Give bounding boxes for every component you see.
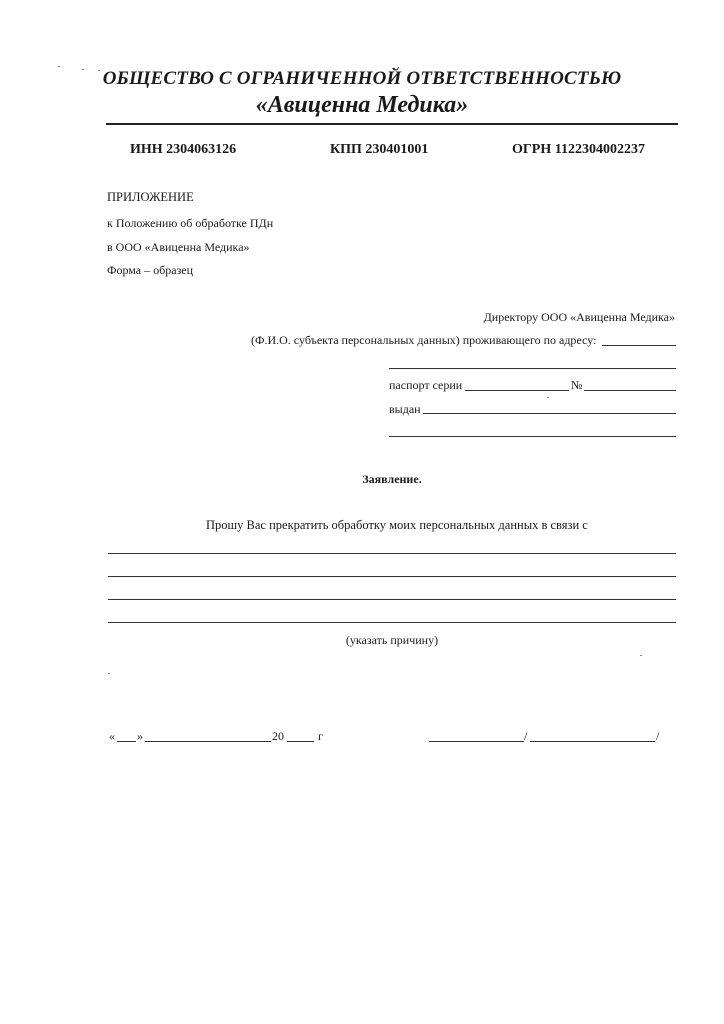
- date-month-field[interactable]: [145, 741, 271, 742]
- date-year-prefix: 20: [272, 729, 284, 743]
- issued-by-field-line-2[interactable]: [389, 436, 676, 437]
- signature-field[interactable]: [429, 741, 524, 742]
- scan-speck: [58, 66, 60, 67]
- ogrn-label: ОГРН 1122304002237: [512, 142, 645, 157]
- passport-series-field[interactable]: [465, 390, 569, 391]
- signature-name-field[interactable]: [530, 741, 655, 742]
- reason-line-1[interactable]: [108, 553, 676, 554]
- date-year-suffix: г: [318, 729, 323, 743]
- header-divider: [106, 123, 678, 125]
- subject-address-label: (Ф.И.О. субъекта персональных данных) проживающего по адресу:: [251, 333, 597, 347]
- reason-hint: (указать причину): [345, 633, 439, 647]
- scan-speck: [547, 397, 549, 398]
- appendix-line-3: Форма – образец: [107, 263, 194, 277]
- organization-form-heading: ОБЩЕСТВО С ОГРАНИЧЕННОЙ ОТВЕТСТВЕННОСТЬЮ: [102, 68, 622, 89]
- company-name-heading: «Авиценна Медика»: [255, 92, 469, 118]
- reason-line-2[interactable]: [108, 576, 676, 577]
- appendix-title: ПРИЛОЖЕНИЕ: [107, 190, 194, 204]
- signature-slash-1: /: [524, 729, 528, 743]
- passport-number-sign: №: [571, 378, 583, 392]
- date-year-field[interactable]: [287, 741, 314, 742]
- date-day-field[interactable]: [117, 741, 136, 742]
- signature-slash-2: /: [656, 729, 660, 743]
- passport-number-field[interactable]: [584, 390, 676, 391]
- reason-line-4[interactable]: [108, 622, 676, 623]
- issued-by-field-line-1[interactable]: [423, 413, 676, 414]
- appendix-line-2: в ООО «Авиценна Медика»: [107, 240, 250, 254]
- statement-request-text: Прошу Вас прекратить обработку моих персональных данных в связи с: [206, 518, 588, 532]
- scan-speck: [108, 673, 110, 674]
- addressee-director: Директору ООО «Авиценна Медика»: [483, 310, 675, 324]
- statement-title: Заявление.: [362, 472, 422, 486]
- date-open-quote: «: [109, 729, 115, 743]
- inn-label: ИНН 2304063126: [130, 142, 237, 157]
- address-field-line-2[interactable]: [389, 368, 676, 369]
- scan-speck: [82, 69, 84, 70]
- reason-line-3[interactable]: [108, 599, 676, 600]
- appendix-line-1: к Положению об обработке ПДн: [107, 216, 274, 230]
- scan-speck: [98, 70, 100, 71]
- issued-label: выдан: [389, 402, 421, 416]
- address-field-line-1[interactable]: [602, 345, 676, 346]
- scan-speck: [640, 655, 642, 656]
- passport-series-label: паспорт серии: [389, 378, 463, 392]
- kpp-label: КПП 230401001: [330, 142, 429, 157]
- date-close-quote: »: [137, 729, 143, 743]
